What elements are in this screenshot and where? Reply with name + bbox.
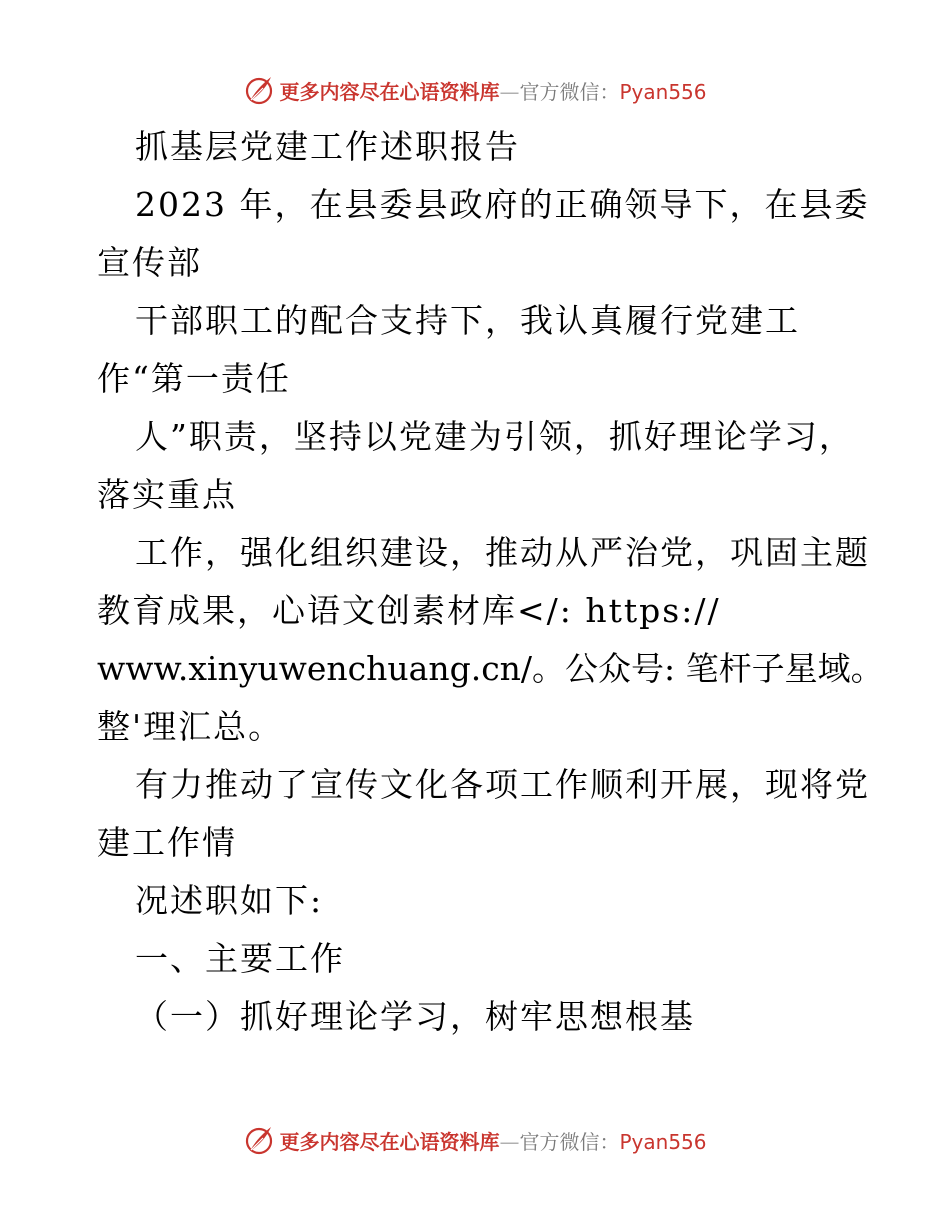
document-line: 宣传部 bbox=[97, 243, 202, 282]
feather-pen-logo-icon bbox=[243, 1124, 275, 1156]
banner-wechat-id: Pyan556 bbox=[619, 1129, 707, 1154]
document-title: 抓基层党建工作述职报告 bbox=[135, 127, 520, 166]
feather-pen-logo-icon bbox=[243, 74, 275, 106]
document-line: 落实重点 bbox=[97, 475, 237, 514]
banner-separator: — bbox=[499, 79, 520, 104]
document-line: 况述职如下: bbox=[135, 881, 324, 920]
document-line: 作“第一责任 bbox=[97, 359, 291, 398]
document-line: 整'理汇总。 bbox=[97, 707, 284, 746]
banner-official-label: 官方微信： bbox=[519, 1129, 620, 1154]
subsection-heading: （一）抓好理论学习，树牢思想根基 bbox=[135, 997, 695, 1036]
banner-wechat-id: Pyan556 bbox=[619, 79, 707, 104]
document-line: 人”职责，坚持以党建为引领，抓好理论学习， bbox=[135, 417, 854, 456]
header-watermark-banner bbox=[0, 70, 950, 110]
document-line: 教育成果，心语文创素材库</: https:// bbox=[97, 591, 721, 630]
section-heading: 一、主要工作 bbox=[135, 939, 345, 978]
document-line: 干部职工的配合支持下，我认真履行党建工 bbox=[135, 301, 800, 340]
document-line: 建工作情 bbox=[97, 823, 237, 862]
document-line: 2023 年，在县委县政府的正确领导下，在县委 bbox=[135, 185, 870, 224]
document-line: 工作，强化组织建设，推动从严治党，巩固主题 bbox=[135, 533, 870, 572]
banner-official-label: 官方微信： bbox=[519, 79, 620, 104]
document-line: 有力推动了宣传文化各项工作顺利开展，现将党 bbox=[135, 765, 870, 804]
document-line: www.xinyuwenchuang.cn/。公众号: 笔杆子星域。 bbox=[97, 649, 884, 688]
banner-brand-text: 更多内容尽在心语资料库 bbox=[279, 1129, 500, 1154]
document-body bbox=[97, 118, 884, 1046]
footer-watermark-banner bbox=[0, 1120, 950, 1160]
banner-separator: — bbox=[499, 1129, 520, 1154]
banner-brand-text: 更多内容尽在心语资料库 bbox=[279, 79, 500, 104]
